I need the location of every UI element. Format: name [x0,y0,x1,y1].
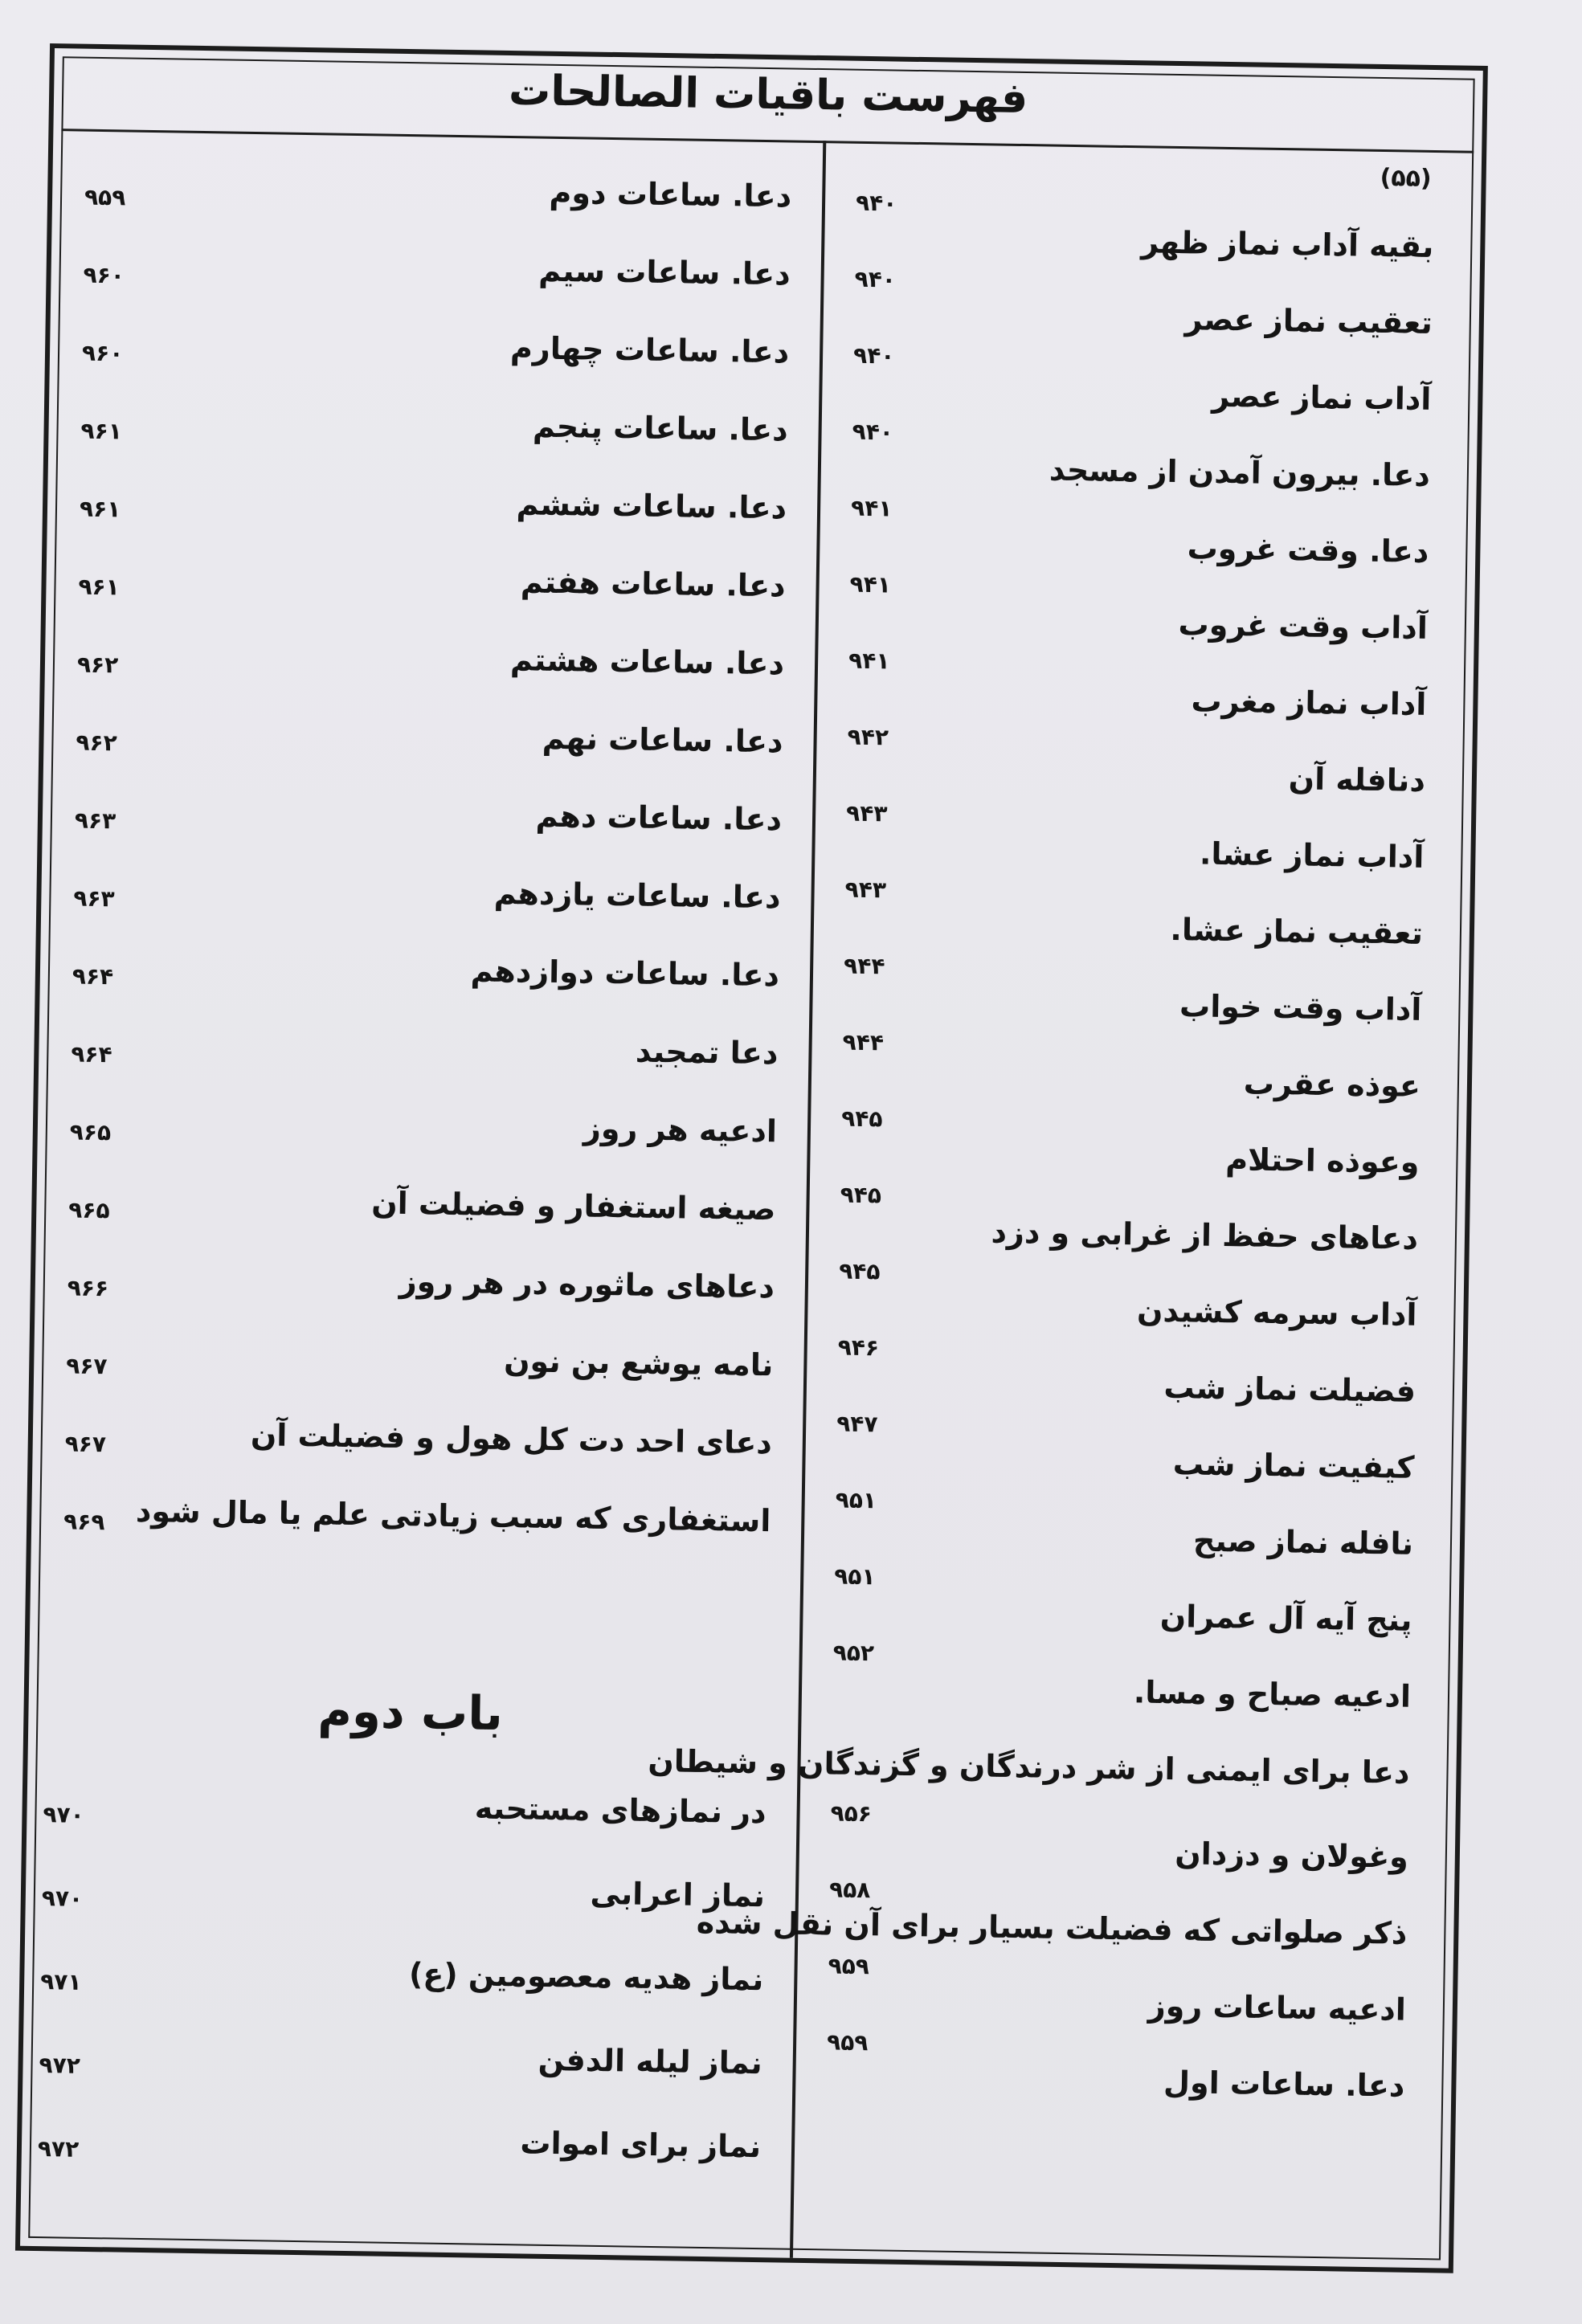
page-title: فهرست باقیات الصالحات [508,66,1028,124]
toc-entry-title: عوذه عقرب [1243,1065,1421,1104]
toc-page-number: ۹۶۴ [71,1040,112,1068]
toc-entry-title: دعا. ساعات نهم [542,720,783,760]
toc-entry-title: دعا. ساعات سیم [538,252,791,292]
toc-page-number: ۹۴۰ [852,341,895,370]
toc-entry-title: نماز لیله الدفن [538,2041,763,2081]
toc-row [64,1414,772,1497]
toc-entry-title: ذکر صلواتی که فضیلت بسیار برای آن نقل شده [696,1904,1408,1951]
toc-row [39,2034,762,2118]
toc-row [648,1715,1410,1796]
toc-page-number: ۹۶۰ [81,339,124,367]
toc-entry-title: تعقیب نماز عشا. [1170,911,1424,951]
toc-row [43,1783,766,1867]
toc-row [843,953,1422,1034]
toc-page-number: ۹۶۵ [68,1196,110,1224]
toc-row [37,2118,761,2201]
toc-row [840,1182,1419,1263]
toc-row [847,724,1426,805]
toc-row [39,1950,763,2034]
toc-row [837,1334,1416,1415]
toc-page-number: ۹۵۱ [834,1562,876,1591]
toc-row [84,168,791,251]
toc-row [78,558,786,641]
toc-page-number: ۹۴۲ [847,723,889,751]
toc-page-number: ۹۶۳ [73,884,115,913]
toc-row [81,324,789,407]
toc-page-number: ۹۴۱ [849,570,892,598]
toc-page-number: ۹۴۳ [845,799,888,827]
toc-page-number: ۹۶۱ [79,495,121,523]
toc-page-number: ۹۵۹ [826,2028,869,2056]
toc-page-number: ۹۶۲ [76,729,117,757]
toc-row [842,1029,1421,1110]
toc-page-number: ۹۷۱ [39,1968,82,1995]
toc-row [826,2028,1405,2110]
toc-row [83,246,791,329]
toc-entry-title: دعاهای ماثوره در هر روز [399,1263,775,1305]
toc-entry-title: نماز اعرابی [590,1875,766,1914]
toc-row [844,876,1424,958]
toc-entry-title: صیغه استغفار و فضیلت آن [370,1185,776,1227]
toc-page-number: ۹۵۲ [832,1639,875,1667]
toc-row [41,1867,765,1950]
toc-row [833,1563,1412,1644]
toc-entry-title: ادعیه هر روز [583,1110,778,1150]
toc-row [827,1952,1406,2033]
toc-page-number: ۹۴۰ [854,265,897,293]
toc-page-number: ۹۴۱ [848,647,890,675]
toc-page-number: ۹۴۳ [844,876,887,904]
toc-page-number: ۹۵۹ [828,1952,870,1980]
toc-row [832,1640,1412,1721]
toc-row [67,1258,775,1342]
toc-entry-title: دعا. بیرون آمدن از مسجد [1049,451,1431,493]
toc-entry-title: دعا. ساعات ششم [516,486,787,526]
toc-entry-title: دعا. ساعات هشتم [509,642,785,682]
toc-entry-title: ادعیه صباح و مسا. [1133,1674,1412,1714]
toc-row [67,1180,775,1264]
toc-page-number: ۹۶۳ [74,807,117,835]
toc-entry-title: دعا. ساعات دوم [549,174,792,214]
toc-page-number: ۹۴۰ [852,418,894,446]
toc-entry-title: آداب نماز عشا. [1199,835,1425,875]
toc-entry-title: دعا تمجید [635,1033,779,1072]
toc-row [76,713,783,797]
toc-row [74,791,782,875]
toc-row [851,419,1430,500]
toc-row [849,571,1429,652]
toc-entry-title: ادعیه ساعات روز [1147,1987,1407,2028]
toc-page-number: ۹۴۵ [838,1257,881,1285]
toc-entry-title: نماز هدیه معصومین (ع) [408,1956,764,1998]
toc-entry-title: کیفیت نماز شب [1172,1446,1415,1485]
toc-page-number: ۹۶۴ [72,962,114,990]
toc-entry-title: آداب وقت خواب [1179,988,1422,1027]
toc-page-number: ۹۴۶ [837,1334,880,1362]
toc-entry-title: آداب نماز عصر [1211,378,1432,417]
toc-entry-title: بقیه آداب نماز ظهر [1141,224,1434,265]
toc-entry-title: آداب وقت غروب [1178,607,1429,646]
toc-page-number: ۹۷۲ [39,2052,81,2079]
toc-row [72,947,779,1031]
toc-row [829,1799,1408,1881]
toc-page-number: ۹۵۹ [84,183,126,211]
toc-page-number: ۹۵۶ [830,1799,873,1828]
toc-page-number: ۹۶۲ [76,651,119,679]
toc-row [836,1411,1415,1492]
toc-entry-title: دعای احد دت کل هول و فضیلت آن [250,1417,773,1461]
toc-entry-title: دعا. ساعات چهارم [509,329,790,370]
toc-page-number: ۹۶۷ [64,1430,107,1458]
toc-row [65,1336,773,1419]
toc-page-number: ۹۷۰ [41,1885,84,1912]
toc-row [79,480,787,563]
toc-page-number: ۹۴۷ [836,1410,878,1438]
toc-page-number: ۹۵۸ [828,1876,871,1904]
toc-row [80,402,788,485]
toc-entry-title: استغفاری که سبب زیادتی علم یا مال شود [135,1493,771,1539]
toc-entry-title: آداب سرمه کشیدن [1136,1293,1417,1333]
toc-entry-title: دعا. ساعات دوازدهم [470,953,780,994]
toc-row [855,190,1434,271]
toc-page-number: ۹۴۴ [843,952,885,980]
toc-row [850,495,1429,576]
toc-entry-title: دعا. وقت غروب [1187,530,1429,570]
page-frame [15,43,1488,2273]
toc-row [76,635,784,719]
toc-entry-title: دعا. ساعات دهم [535,798,783,838]
toc-page-number: ۹۶۱ [80,417,123,445]
toc-row [696,1876,1408,1957]
toc-entry-title: دعا. ساعات یازدهم [493,875,781,916]
toc-row [840,1105,1420,1187]
toc-entry-title: نماز برای اموات [520,2125,762,2165]
toc-row [848,647,1427,729]
toc-row [71,1025,779,1109]
toc-page-number: ۹۴۵ [840,1181,882,1209]
toc-entry-title: دنافله آن [1288,761,1426,798]
toc-page-number: ۹۶۷ [65,1352,108,1380]
toc-entry-title: فضیلت نماز شب [1163,1369,1416,1409]
toc-page-number: ۹۶۱ [78,573,121,601]
toc-entry-title: در نمازهای مستحبه [474,1790,766,1831]
toc-page-number: ۹۶۶ [67,1274,109,1302]
page-mark: (۵۵) [1380,163,1432,193]
toc-row [63,1492,771,1575]
toc-entry-title: پنج آیه آل عمران [1159,1598,1412,1638]
toc-row [838,1258,1417,1339]
toc-row [845,800,1425,881]
toc-entry-title: وعوذه احتلام [1224,1142,1420,1180]
toc-entry-title: دعا. ساعات پنجم [532,408,789,448]
toc-entry-title: نافله نماز صبح [1192,1522,1414,1562]
toc-page-number: ۹۴۵ [840,1105,883,1133]
toc-entry-title: نامه یوشع بن نون [503,1343,774,1383]
toc-entry-title: آداب نماز مغرب [1191,683,1427,722]
toc-entry-title: وغولان و دزدان [1174,1836,1409,1875]
toc-row [852,342,1432,423]
toc-row [853,266,1433,347]
toc-row [69,1103,777,1187]
toc-page-number: ۹۴۴ [842,1028,885,1056]
toc-page-number: ۹۶۰ [83,261,125,289]
toc-row [835,1487,1414,1568]
toc-page-number: ۹۷۲ [37,2135,80,2163]
toc-entry-title: تعقیب نماز عصر [1184,301,1433,341]
toc-entry-title: دعاهای حفظ از غرابی و دزد [991,1214,1419,1256]
toc-page-number: ۹۴۰ [855,189,897,217]
toc-page-number: ۹۴۱ [850,494,893,522]
chapter-heading: باب دوم [317,1683,504,1742]
toc-page-number: ۹۶۹ [63,1508,105,1536]
toc-entry-title: دعا. ساعات هفتم [520,564,786,604]
toc-entry-title: دعا. ساعات اول [1163,2065,1405,2104]
toc-page-number: ۹۵۱ [835,1486,877,1514]
toc-page-number: ۹۷۰ [43,1801,85,1828]
toc-entry-title: دعا برای ایمنی از شر درندگان و گزندگان و شیطان [648,1742,1410,1791]
toc-page-number: ۹۶۵ [69,1118,112,1146]
toc-row [73,869,781,953]
